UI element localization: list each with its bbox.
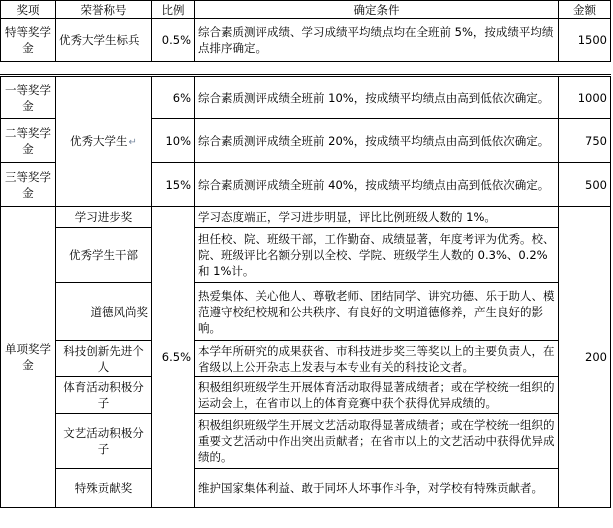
- single-6-criteria: 积极组织班级学生开展文艺活动取得显著成绩者；或在学校统一组织的重要文艺活动中作出突出贡献者；在省市以上的文艺活动中获得优异成绩的。: [195, 414, 559, 469]
- single-1-title: 学习进步奖: [56, 207, 152, 228]
- single-2-criteria: 担任校、院、班级干部，工作勤奋、成绩显著，年度考评为优秀。校、院、班级评比名额分别以全校、学院、班级学生人数的 0.3%、0.2%和 1%计。: [195, 228, 559, 283]
- single-row-6: [1, 414, 611, 469]
- single-4-criteria: 本学年所研究的成果获省、市科技进步奖三等奖以上的主要负责人，在省级以上公开杂志上发表与本专业有关的科技论文者。: [195, 341, 559, 377]
- special-award-title: 优秀大学生标兵: [56, 19, 152, 62]
- single-2-title: 优秀学生干部: [56, 228, 152, 283]
- special-award-criteria: 综合素质测评成绩、学习成绩平均绩点均在全班前 5%，按成绩平均绩点排序确定。: [195, 19, 559, 62]
- header-amount: 金额: [559, 1, 611, 19]
- single-7-criteria: 维护国家集体利益、敢于同坏人坏事作斗争，对学校有特殊贡献者。: [195, 469, 559, 508]
- header-title: 荣誉称号: [56, 1, 152, 19]
- grade-2-ratio: 10%: [152, 119, 195, 163]
- special-award-ratio: 0.5%: [152, 19, 195, 62]
- single-award-amount: 200: [559, 207, 611, 508]
- single-6-title: 文艺活动积极分子: [56, 414, 152, 469]
- grades-title-text: 优秀大学生: [70, 133, 128, 148]
- table-gap-row: [1, 62, 611, 76]
- single-3-title: 道德风尚奖: [56, 283, 152, 341]
- single-row-2: [1, 228, 611, 283]
- grade-2-award: 二等奖学金: [1, 119, 56, 163]
- single-award-name: 单项奖学金: [1, 207, 56, 508]
- header-criteria: 确定条件: [195, 1, 559, 19]
- single-4-title: 科技创新先进个人: [56, 341, 152, 377]
- single-row-7: [1, 469, 611, 508]
- grade-2-amount: 750: [559, 119, 611, 163]
- single-row-3: [1, 283, 611, 341]
- header-ratio: 比例: [152, 1, 195, 19]
- single-5-title: 体育活动积极分子: [56, 377, 152, 414]
- grade-1-award: 一等奖学金: [1, 76, 56, 119]
- special-award-name: 特等奖学金: [1, 19, 56, 62]
- single-row-1: [1, 207, 611, 228]
- single-row-5: [1, 377, 611, 414]
- grade-1-ratio: 6%: [152, 76, 195, 119]
- grade-3-award: 三等奖学金: [1, 163, 56, 207]
- table-gap: [1, 62, 611, 76]
- single-7-title: 特殊贡献奖: [56, 469, 152, 508]
- paragraph-mark-icon: ↵: [128, 136, 137, 148]
- special-award-row: [1, 19, 611, 62]
- single-1-criteria: 学习态度端正，学习进步明显，评比比例班级人数的 1%。: [195, 207, 559, 228]
- grade-row-1: [1, 76, 611, 119]
- special-award-amount: 1500: [559, 19, 611, 62]
- grade-2-criteria: 综合素质测评成绩全班前 20%，按成绩平均绩点由高到低依次确定。: [195, 119, 559, 163]
- grade-3-ratio: 15%: [152, 163, 195, 207]
- grades-title: [56, 76, 152, 207]
- grade-3-amount: 500: [559, 163, 611, 207]
- table-header-row: [1, 1, 611, 19]
- grade-3-criteria: 综合素质测评成绩全班前 40%，按成绩平均绩点由高到低依次确定。: [195, 163, 559, 207]
- single-award-ratio: 6.5%: [152, 207, 195, 508]
- grade-1-amount: 1000: [559, 76, 611, 119]
- single-3-criteria: 热爱集体、关心他人、尊敬老师、团结同学、讲究功德、乐于助人、模范遵守校纪校规和公共秩序、有良好的文明道德修养，产生良好的影响。: [195, 283, 559, 341]
- single-5-criteria: 积极组织班级学生开展体育活动取得显著成绩者；或在学校统一组织的运动会上，在省市以上的体育竞赛中获个获得优异成绩的。: [195, 377, 559, 414]
- grade-1-criteria: 综合素质测评成绩全班前 10%，按成绩平均绩点由高到低依次确定。: [195, 76, 559, 119]
- header-award: 奖项: [1, 1, 56, 19]
- single-row-4: [1, 341, 611, 377]
